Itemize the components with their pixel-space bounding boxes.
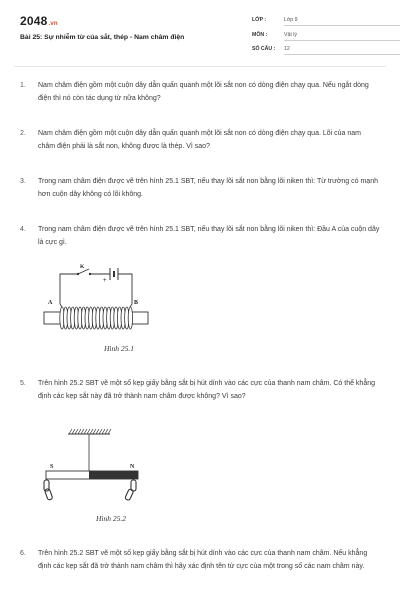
question-item: [20, 176, 380, 201]
meta-label: MÔN :: [252, 32, 268, 38]
question-number: 5.: [20, 380, 26, 387]
question-text: Nam châm điện gồm một cuộn dây dẫn quấn quanh một lõi sắt non có dòng điện chạy qua. Lõi của nam châm điện phải là sắt non, không được là thép. Vì sao?: [38, 130, 361, 150]
meta-value: 12: [284, 46, 400, 55]
paper-clips-s: [44, 480, 53, 500]
question-item: [20, 128, 380, 153]
question-number: 1.: [20, 82, 26, 89]
label-plus: +: [103, 278, 107, 284]
site-logo[interactable]: [20, 14, 58, 28]
question-text: Trên hình 25.2 SBT vẽ một số kẹp giấy bằng sắt bị hút dính vào các cực của thanh nam châm. Nếu khẳng định các kẹp sắt đã trở thành nam châm thì hãy xác định tên từ cực của một trong số các nam châm này.: [38, 550, 368, 570]
figure-caption: Hình 25.2: [96, 514, 126, 523]
meta-label: LỚP :: [252, 17, 267, 23]
question-text: Trong nam châm điện được vẽ trên hình 25.1 SBT, nếu thay lõi sắt non bằng lõi niken thì: Từ trường có mạnh hơn cuộn dây không có lõi không.: [38, 178, 378, 198]
question-number: 2.: [20, 130, 26, 137]
logo-text: 2048: [20, 14, 48, 28]
label-s: S: [50, 464, 54, 470]
question-text: Nam châm điện gồm một cuộn dây dẫn quấn quanh một lõi sắt non có dòng điện chạy qua. Nếu ngắt dòng điện thì nó còn tác dụng từ nữa không?: [38, 82, 369, 102]
question-text: Trên hình 25.2 SBT vẽ một số kẹp giấy bằng sắt bị hút dính vào các cực của thanh nam châm. Có thể khẳng định các kẹp sắt này đã trở thành nam châm được không? Vì sao?: [38, 380, 375, 400]
question-number: 3.: [20, 178, 26, 185]
question-number: 4.: [20, 226, 26, 233]
label-b: B: [134, 300, 139, 306]
label-a: A: [48, 300, 53, 306]
question-item: [20, 80, 380, 105]
label-n: N: [130, 464, 135, 470]
question-item: [20, 224, 380, 249]
question-item: [20, 548, 380, 573]
coil: [60, 304, 133, 329]
page-header: [0, 0, 400, 62]
question-text: Trong nam châm điện được vẽ trên hình 25.1 SBT, nếu thay lõi sắt non bằng lõi niken thì: Đầu A của cuộn dây là cực gì.: [38, 226, 380, 246]
meta-value: Vật lý: [284, 32, 400, 41]
figure-electromagnet: [40, 262, 160, 358]
meta-value: Lớp 9: [284, 17, 400, 26]
label-k: K: [80, 264, 85, 270]
document-title: Bài 25: Sự nhiễm từ của sắt, thép - Nam châm điện: [20, 34, 185, 41]
paper-clips-n: [125, 480, 136, 501]
header-divider: [14, 66, 386, 67]
figure-bar-magnet: [38, 424, 148, 528]
question-item: [20, 378, 380, 403]
meta-label: SỐ CÂU :: [252, 46, 276, 52]
logo-suffix: .vn: [48, 21, 58, 27]
figure-caption: Hình 25.1: [104, 344, 134, 353]
question-number: 6.: [20, 550, 26, 557]
